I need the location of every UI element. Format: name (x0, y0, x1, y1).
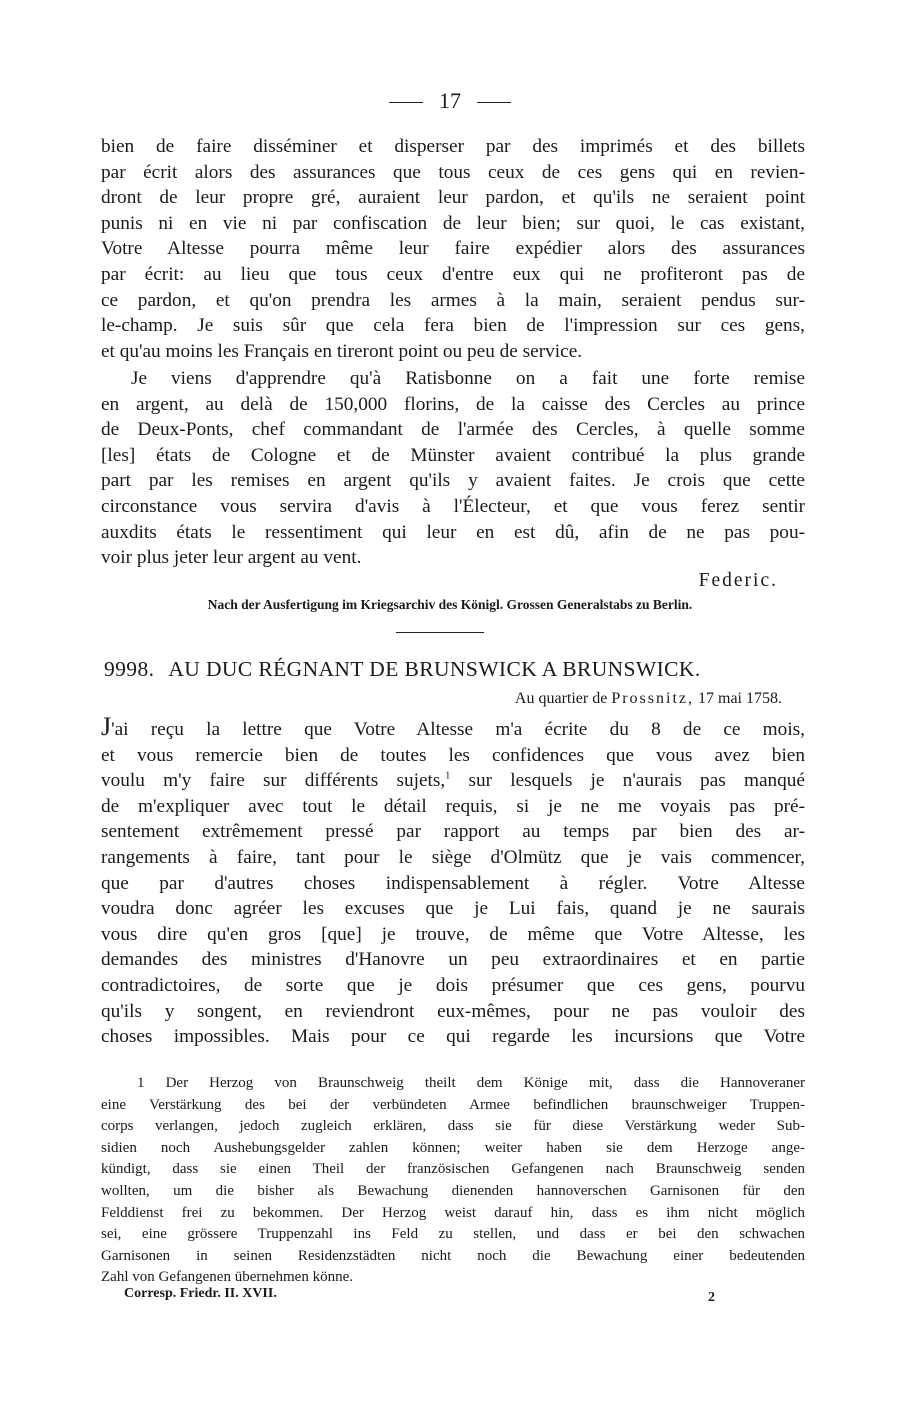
paragraph-3 (101, 714, 805, 1050)
text-line: dront de leur propre gré, auraient leur pardon, et qu'ils ne seraient point (101, 187, 805, 209)
text-line: ce pardon, et qu'on prendra les armes à la main, seraient pendus sur- (101, 289, 805, 311)
text-line: Je viens d'apprendre qu'à Ratisbonne on a fait une forte remise (131, 368, 805, 389)
text-line: rangements à faire, tant pour le siège d'Olmütz que je vais commencer, (101, 846, 805, 868)
text-line: choses impossibles. Mais pour ce qui regarde les incursions que Votre (101, 1026, 805, 1048)
footnote-reference[interactable]: 1 (445, 770, 451, 782)
text-line: part par les remises en argent qu'ils y avaient faites. Je crois que cette (101, 470, 805, 492)
footnote-line: wollten, um die bisher als Bewachung dienenden hannoverschen Garnisonen für den (101, 1182, 805, 1199)
text-line: demandes des ministres d'Hanovre un peu extraordinaires et en partie (101, 949, 805, 971)
text-line: et qu'au moins les Français en tireront point ou peu de service. (101, 340, 583, 362)
footnote-text: Der Herzog von Braunschweig theilt dem Könige mit, dass die Hannoveraner (165, 1075, 806, 1091)
dateline (515, 688, 782, 710)
source-note: Nach der Ausfertigung im Kriegsarchiv des Königl. Grossen Generalstabs zu Berlin. (207, 597, 693, 612)
header-dash-right (477, 102, 511, 103)
text-line: en argent, au delà de 150,000 florins, de la caisse des Cercles au prince (101, 393, 805, 415)
text-line: punis ni en vie ni par confiscation de leur bien; sur quoi, le cas existant, (101, 212, 805, 234)
text-line: de Deux-Ponts, chef commandant de l'armée des Cercles, à quelle somme (101, 419, 805, 441)
dateline-prefix: Au quartier de (514, 690, 608, 707)
text-line (101, 714, 805, 743)
line-segment: voulu m'y faire sur différents sujets, (101, 770, 446, 792)
page-header (0, 86, 900, 116)
text-line: qu'ils y songent, en reviendront eux-mêmes, pour ne pas vouloir des (101, 1000, 805, 1022)
text-line (101, 768, 805, 794)
text-line: voir plus jeter leur argent au vent. (101, 547, 362, 569)
text-line: contradictoires, de sorte que je dois présumer que ces gens, pourvu (101, 974, 805, 996)
letter-number: 9998. (104, 657, 155, 681)
text-line: vous dire qu'en gros [que] je trouve, de même que Votre Altesse, les (101, 923, 805, 945)
footnote-line: Felddienst frei zu bekommen. Der Herzog weist darauf hin, dass es ihm nicht möglich (101, 1204, 805, 1221)
text-line: auxdits états le ressentiment qui leur en est dû, afin de ne pas pou- (101, 521, 805, 543)
footnote-line: kündigt, dass sie einen Theil der französischen Gefangenen nach Braunschweig senden (101, 1161, 805, 1178)
text-line: Votre Altesse pourra même leur faire expédier alors des assurances (101, 238, 805, 260)
line-segment: sur lesquels je n'aurais pas manqué (468, 770, 805, 792)
footer-source: Corresp. Friedr. II. XVII. (124, 1286, 277, 1301)
text-line: le-champ. Je suis sûr que cela fera bien de l'impression sur ces gens, (101, 315, 805, 337)
footnote-marker: 1 (137, 1075, 145, 1091)
text-line: bien de faire disséminer et disperser par des imprimés et des billets (101, 136, 805, 157)
footnote-line: eine Verstärkung des bei der verbündeten Armee befindlichen braunschweiger Truppen- (101, 1096, 805, 1113)
footnote-line: corps verlangen, jedoch zugleich erklären, dass sie für diese Verstärkung weder Sub- (101, 1118, 805, 1135)
footnote-line: sidien noch Aushebungsgelder zahlen können; weiter haben sie dem Herzoge ange- (101, 1139, 805, 1156)
text-line: par écrit alors des assurances que tous ceux de ces gens qui en revien- (101, 161, 805, 183)
first-line-text: 'ai reçu la lettre que Votre Altesse m'a écrite du 8 de ce mois, (111, 719, 805, 740)
footnote (101, 1073, 805, 1289)
footnote-line: Garnisonen in seinen Residenzstädten nicht noch die Bewachung einer bedeutenden (101, 1247, 805, 1264)
footnote-line (101, 1073, 805, 1095)
signature: Federic. (698, 570, 778, 591)
text-line: sentement extrêmement pressé par rapport au temps par bien des ar- (101, 821, 805, 843)
footer-signature-mark: 2 (708, 1290, 715, 1305)
text-line: circonstance vous servira d'avis à l'Électeur, et que vous ferez sentir (101, 495, 805, 517)
text-line: de m'expliquer avec tout le détail requis, si je ne me voyais pas pré- (101, 795, 805, 817)
header-dash-left (389, 102, 423, 103)
footnote-line: Zahl von Gefangenen übernehmen könne. (101, 1269, 353, 1286)
dateline-date: 17 mai 1758. (698, 690, 782, 707)
letter-title: AU DUC RÉGNANT DE BRUNSWICK A BRUNSWICK. (168, 657, 701, 681)
page-number: 17 (439, 88, 461, 113)
paragraph-1 (101, 134, 805, 364)
text-line: par écrit: au lieu que tous ceux d'entre eux qui ne profiteront pas de (101, 263, 805, 285)
text-line: que par d'autres choses indispensablement à régler. Votre Altesse (101, 872, 805, 894)
paragraph-2 (101, 366, 805, 571)
letter-heading (104, 654, 824, 684)
dateline-place: Prossnitz, (611, 690, 694, 707)
text-line: et vous remercie bien de toutes les confidences que vous avez bien (101, 744, 805, 766)
text-line: [les] états de Cologne et de Münster avaient contribué la plus grande (101, 444, 805, 466)
footnote-line: sei, eine grössere Truppenzahl ins Feld zu stellen, und dass er bei den schwachen (101, 1226, 805, 1243)
drop-cap: J (101, 712, 112, 741)
section-separator (396, 632, 484, 633)
text-line: voudra donc agréer les excuses que je Lui fais, quand je ne saurais (101, 898, 805, 920)
